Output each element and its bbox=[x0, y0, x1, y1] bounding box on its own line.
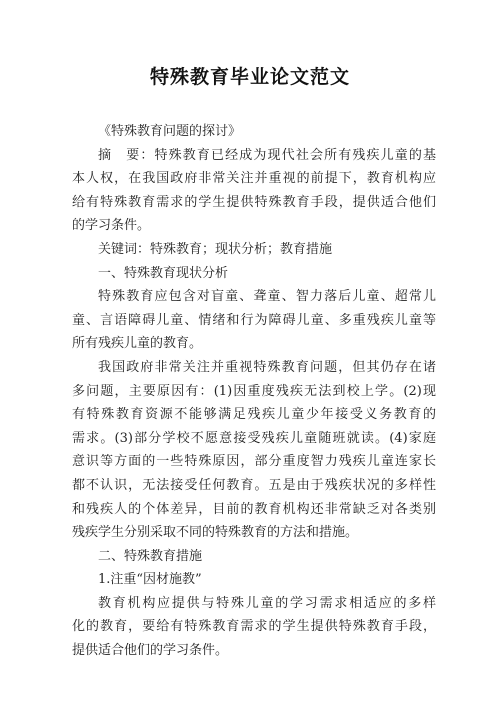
paragraph-line: 摘 要：特殊教育已经成为现代社会所有残疾儿童的基 bbox=[98, 147, 436, 163]
paragraph-line: 特殊教育应包含对盲童、聋童、智力落后儿童、超常儿 bbox=[98, 289, 436, 305]
paragraph-line: 教育机构应提供与特殊儿童的学习需求相适应的多样 bbox=[98, 595, 436, 611]
paragraph-line: 所有残疾儿童的教育。 bbox=[72, 336, 203, 352]
paragraph-line: 《特殊教育问题的探讨》 bbox=[98, 124, 242, 139]
paragraph-line: 童、言语障碍儿童、情绪和行为障碍儿童、多重残疾儿童等 bbox=[72, 312, 436, 328]
paragraph-line: 需求。(3)部分学校不愿意接受残疾儿童随班就读。(4)家庭 bbox=[72, 430, 436, 446]
paragraph-line: 给有特殊教育需求的学生提供特殊教育手段，提供适合他们 bbox=[72, 194, 436, 210]
paragraph-line: 化的教育，要给有特殊教育需求的学生提供特殊教育手段， bbox=[72, 619, 436, 635]
paragraph-line: 关键词：特殊教育；现状分析；教育措施 bbox=[98, 241, 333, 257]
paragraph-line: 意识等方面的一些特殊原因，部分重度智力残疾儿童连家长 bbox=[72, 454, 436, 470]
document-body bbox=[72, 120, 436, 663]
paragraph-line: 残疾学生分别采取不同的特殊教育的方法和措施。 bbox=[72, 525, 359, 541]
document-title: 特殊教育毕业论文范文 bbox=[149, 66, 350, 88]
paragraph-line: 本人权，在我国政府非常关注并重视的前提下，教育机构应 bbox=[72, 171, 436, 187]
paragraph-line: 二、特殊教育措施 bbox=[98, 548, 203, 564]
paragraph-line: 一、特殊教育现状分析 bbox=[98, 265, 229, 281]
paragraph-line: 有特殊教育资源不能够满足残疾儿童少年接受义务教育的 bbox=[72, 407, 436, 423]
paragraph-line: 都不认识，无法接受任何教育。五是由于残疾状况的多样性 bbox=[72, 477, 436, 493]
paragraph-line: 和残疾人的个体差异，目前的教育机构还非常缺乏对各类别 bbox=[72, 501, 436, 517]
paragraph-line: 1.注重“因材施教” bbox=[98, 572, 202, 588]
paragraph-line: 提供适合他们的学习条件。 bbox=[72, 643, 229, 659]
paragraph-line: 我国政府非常关注并重视特殊教育问题，但其仍存在诸 bbox=[98, 359, 436, 375]
paragraph-line: 的学习条件。 bbox=[72, 218, 151, 234]
paragraph-line: 多问题，主要原因有：(1)因重度残疾无法到校上学。(2)现 bbox=[72, 383, 436, 399]
